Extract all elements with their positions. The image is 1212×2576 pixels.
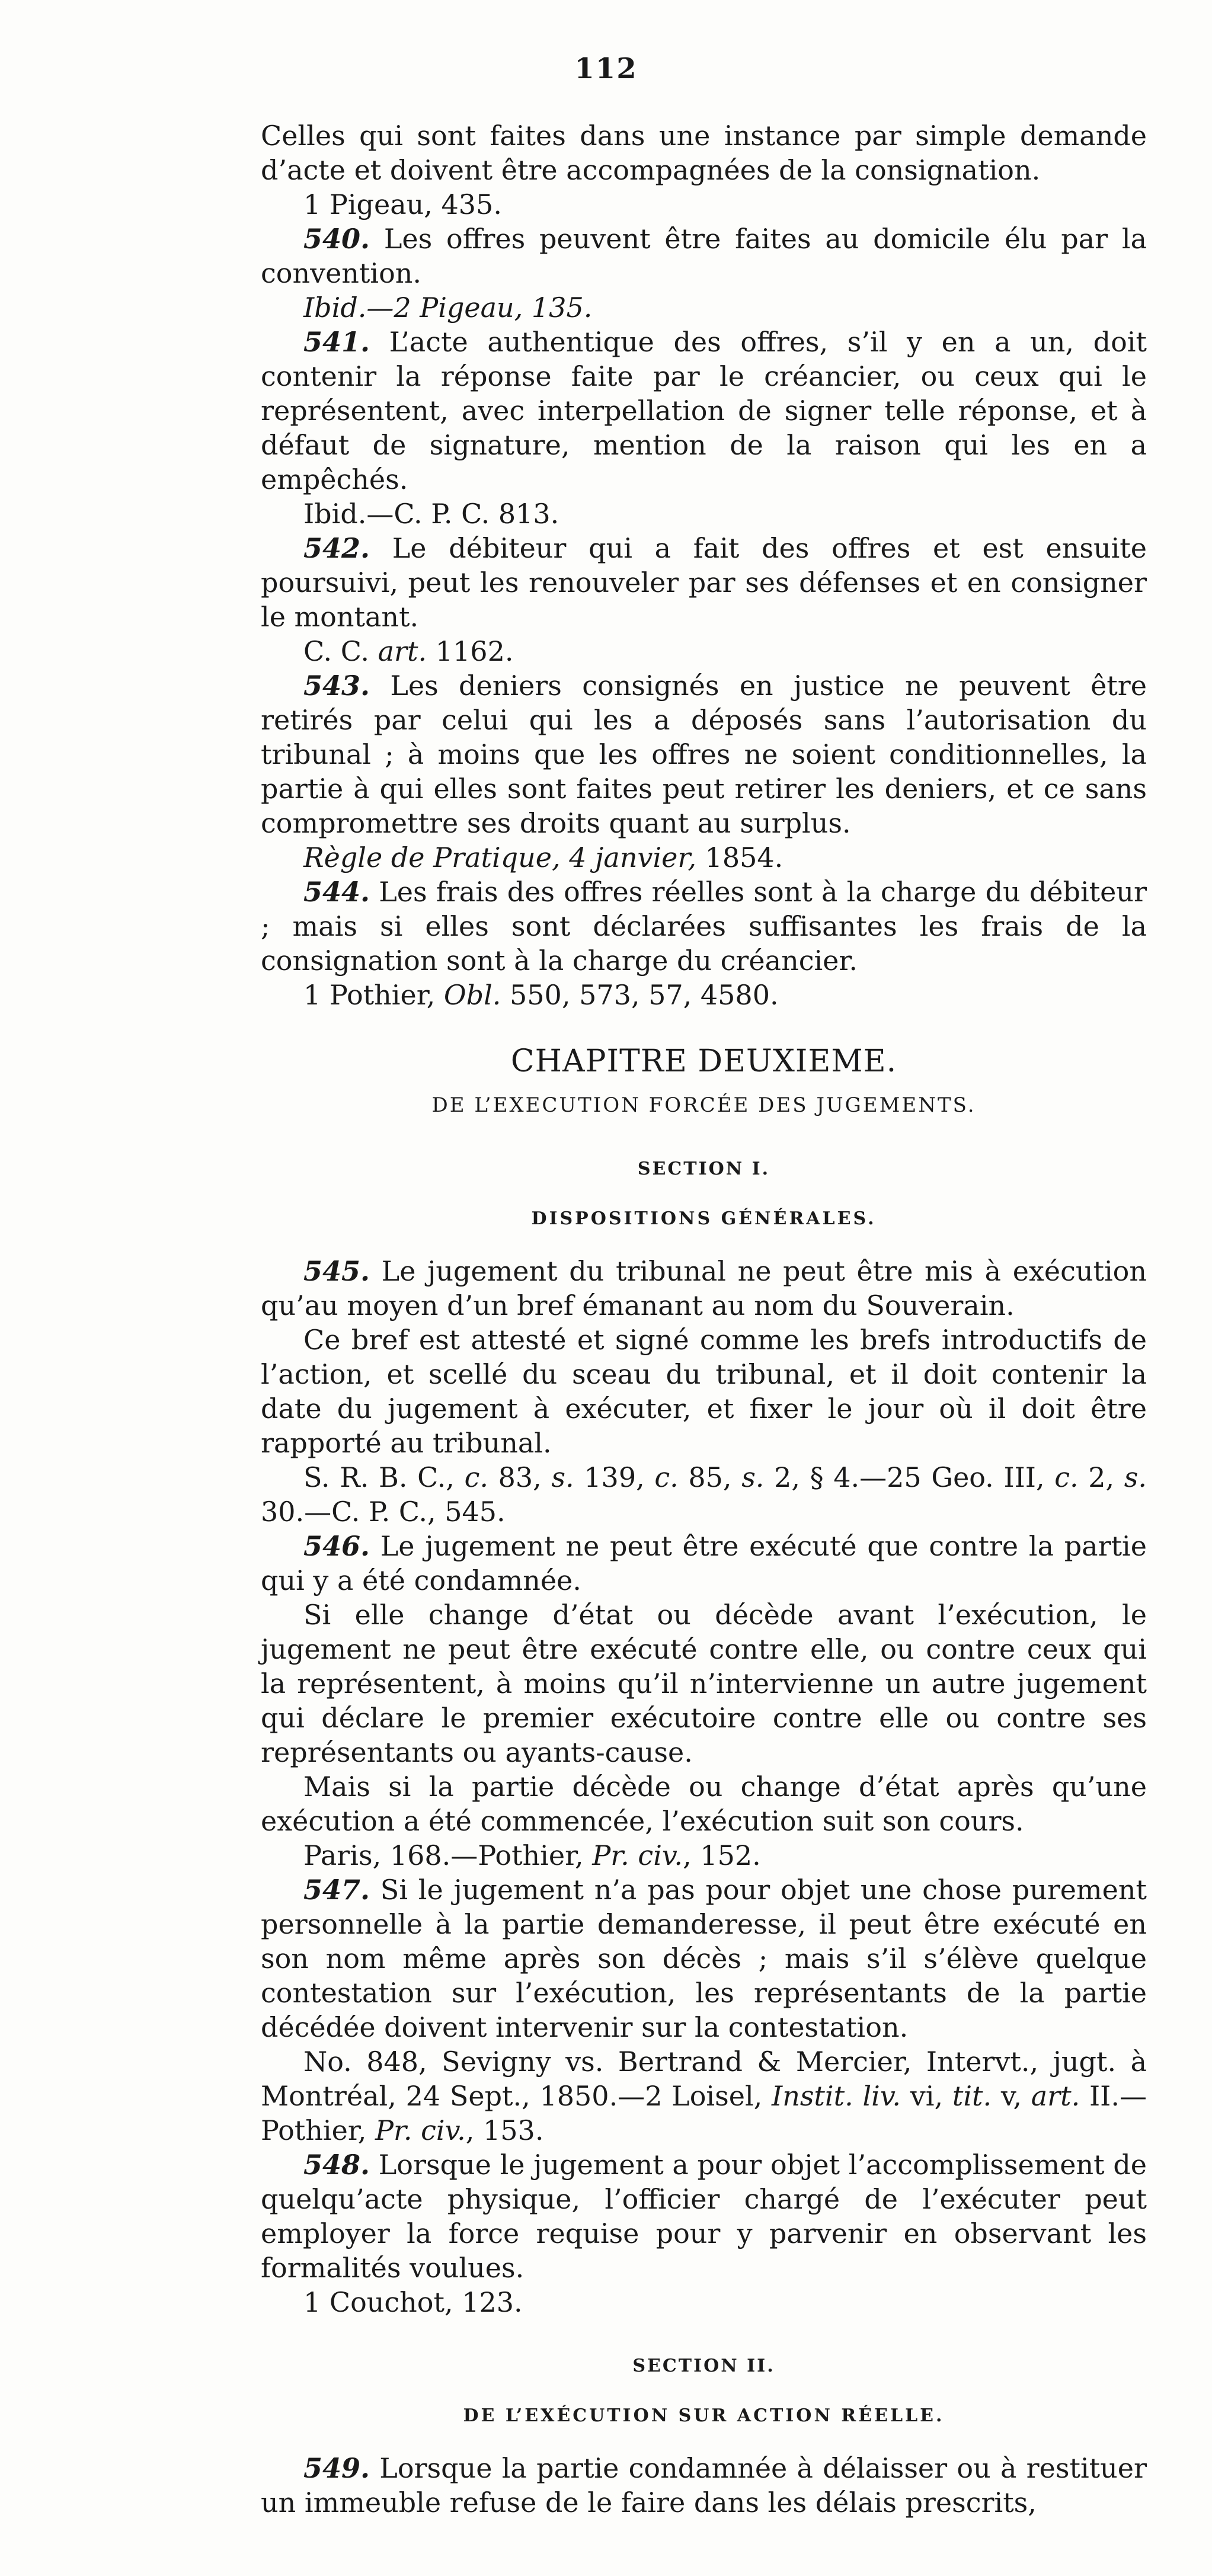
- article-541-reference: Ibid.—C. P. C. 813.: [303, 498, 559, 530]
- article-548-reference: 1 Couchot, 123.: [303, 2286, 523, 2318]
- section-1-subtitle: DISPOSITIONS GÉNÉRALES.: [531, 1208, 877, 1229]
- intro-paragraph: Celles qui sont faites dans une instance par simple demande d’acte et doivent être accompagnées de la consignation.: [261, 120, 1147, 186]
- chapter-title: CHAPITRE DEUXIEME.: [510, 1044, 897, 1079]
- article-540-reference: Ibid.—2 Pigeau, 135.: [303, 292, 593, 324]
- article-number: 547.: [303, 1874, 370, 1906]
- section-1-title: SECTION I.: [637, 1159, 770, 1179]
- chapter-subtitle: DE L’EXECUTION FORCÉE DES JUGEMENTS.: [431, 1093, 976, 1117]
- article-545-paragraph-2: Ce bref est attesté et signé comme les brefs introductifs de l’action, et scellé du sceau du tribunal, et il doit contenir la date du jugement à exécuter, et fixer le jour où il doit être rapporté au tribunal.: [261, 1324, 1147, 1459]
- article-543-reference: Règle de Pratique, 4 janvier, 1854.: [303, 841, 784, 873]
- section-2-title: SECTION II.: [632, 2356, 775, 2376]
- article-number: 540.: [303, 223, 370, 255]
- article-number: 545.: [303, 1255, 370, 1287]
- article-number: 546.: [303, 1530, 370, 1562]
- article-546-paragraph-2: Si elle change d’état ou décède avant l’exécution, le jugement ne peut être exécuté contre elle, ou contre ceux qui la représentent, à moins qu’il n’intervienne un autre jugement qui déclare le premier exécutoire contre elle ou contre ses représentants ou ayants-cause.: [261, 1599, 1147, 1768]
- page-body: [261, 119, 1147, 2520]
- section-2-subtitle: DE L’EXÉCUTION SUR ACTION RÉELLE.: [463, 2405, 945, 2426]
- article-547-reference: No. 848, Sevigny vs. Bertrand & Mercier, Intervt., jugt. à Montréal, 24 Sept., 1850.—2 Loisel, Instit. liv. vi, tit. v, art. II.—Pothier, Pr. civ., 153.: [261, 2046, 1147, 2146]
- article-544: 544. Les frais des offres réelles sont à la charge du débiteur ; mais si elles sont déclarées suffisantes les frais de la consignation sont à la charge du créancier.: [261, 876, 1147, 977]
- article-number: 541.: [303, 326, 370, 358]
- intro-reference: 1 Pigeau, 435.: [303, 188, 502, 220]
- article-548: 548. Lorsque le jugement a pour objet l’accomplissement de quelqu’acte physique, l’officier chargé de l’exécuter peut employer la force requise pour y parvenir en observant les formalités voulues.: [261, 2149, 1147, 2284]
- article-549: 549. Lorsque la partie condamnée à délaisser ou à restituer un immeuble refuse de le faire dans les délais prescrits,: [261, 2452, 1147, 2519]
- article-number: 542.: [303, 532, 370, 564]
- article-542: 542. Le débiteur qui a fait des offres et est ensuite poursuivi, peut les renouveler par ses défenses et en consigner le montant.: [261, 532, 1147, 633]
- article-number: 543.: [303, 670, 370, 702]
- article-547: 547. Si le jugement n’a pas pour objet une chose purement personnelle à la partie demanderesse, il peut être exécuté en son nom même après son décès ; mais s’il s’élève quelque contestation sur l’exécution, les représentants de la partie décédée doivent intervenir sur la contestation.: [261, 1874, 1147, 2043]
- article-546-paragraph-3: Mais si la partie décède ou change d’état après qu’une exécution a été commencée, l’exécution suit son cours.: [261, 1771, 1147, 1837]
- article-545-reference: S. R. B. C., c. 83, s. 139, c. 85, s. 2, § 4.—25 Geo. III, c. 2, s. 30.—C. P. C., 545.: [261, 1461, 1147, 1528]
- article-number: 549.: [303, 2452, 370, 2484]
- article-541: 541. L’acte authentique des offres, s’il y en a un, doit contenir la réponse faite par le créancier, ou ceux qui le représentent, avec interpellation de signer telle réponse, et à défaut de signature, mention de la raison qui les en a empêchés.: [261, 326, 1147, 495]
- article-544-reference: 1 Pothier, Obl. 550, 573, 57, 4580.: [303, 979, 779, 1011]
- article-543: 543. Les deniers consignés en justice ne peuvent être retirés par celui qui les a déposés sans l’autorisation du tribunal ; à moins que les offres ne soient conditionnelles, la partie à qui elles sont faites peut retirer les deniers, et ce sans compromettre ses droits quant au surplus.: [261, 670, 1147, 839]
- article-546-reference: Paris, 168.—Pothier, Pr. civ., 152.: [303, 1839, 761, 1871]
- article-540: 540. Les offres peuvent être faites au domicile élu par la convention.: [261, 223, 1147, 289]
- article-number: 548.: [303, 2149, 370, 2181]
- article-545: 545. Le jugement du tribunal ne peut être mis à exécution qu’au moyen d’un bref émanant au nom du Souverain.: [261, 1255, 1147, 1321]
- article-546: 546. Le jugement ne peut être exécuté que contre la partie qui y a été condamnée.: [261, 1530, 1147, 1596]
- article-542-reference: C. C. art. 1162.: [303, 635, 514, 667]
- article-number: 544.: [303, 876, 370, 908]
- page-number: 112: [574, 52, 638, 85]
